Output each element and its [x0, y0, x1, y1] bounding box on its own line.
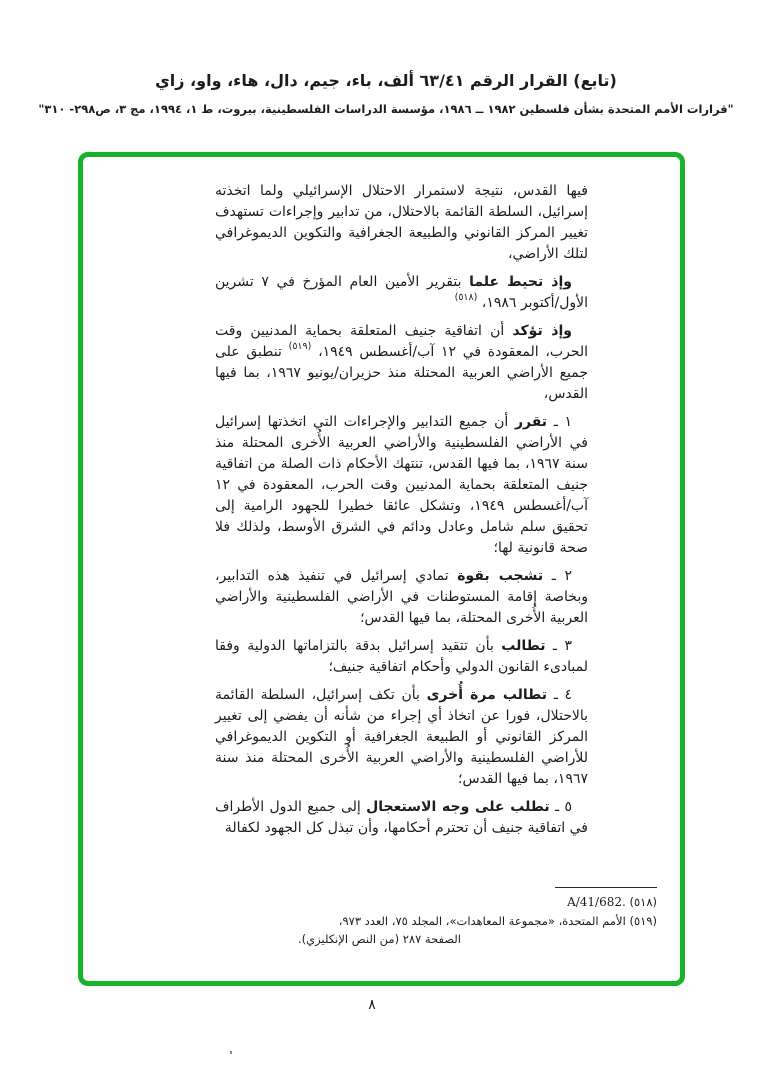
paragraph	[215, 636, 588, 678]
text-segment: ٤ ـ	[547, 687, 573, 703]
text-segment: بأن تتقيد إسرائيل بدقة بالتزاماتها الدولية وفقا لمبادىء القانون الدولي وأحكام اتفاقية جنيف؛	[215, 638, 588, 675]
source-citation: "قرارات الأمم المتحدة بشأن فلسطين ١٩٨٢ ــ ١٩٨٦، مؤسسة الدراسات الفلسطينية، بيروت، ط ١، ١٩٩٤، مج ٣، ص٢٩٨- ٣١٠"	[38, 102, 734, 116]
footnote-marker: (٥١٩)	[629, 913, 657, 928]
footnote-marker: (٥١٨)	[629, 895, 657, 909]
page-header	[0, 70, 772, 117]
paragraph	[215, 321, 588, 405]
paragraph	[215, 272, 588, 314]
paragraph	[215, 566, 588, 629]
text-segment: تقرر	[514, 414, 548, 430]
footnote-519-line1	[285, 912, 657, 931]
text-segment: أن اتفاقية جنيف المتعلقة بحماية المدنيين وقت الحرب، المعقودة في ١٢ آب/أغسطس ١٩٤٩،	[215, 323, 588, 360]
resolution-title: (تابع) القرار الرقم ٦٣/٤١ ألف، باء، جيم، دال، هاء، واو، زاي	[155, 71, 617, 90]
footnotes-block	[285, 887, 657, 949]
page-number: ٨	[368, 997, 376, 1013]
text-segment: ١ ـ	[547, 414, 572, 430]
paragraph	[215, 181, 588, 265]
footnote-separator	[555, 887, 657, 888]
footnote-519-line2: الصفحة ٢٨٧ (من النص الإنكليزي).	[298, 932, 461, 946]
text-segment: تمادي إسرائيل في تنفيذ هذه التدابير، وبخاصة إقامة المستوطنات في الأراضي الفلسطينية والأراضي العربية الأُخرى المحتلة، بما فيها القدس؛	[215, 568, 588, 626]
text-segment: ٣ ـ	[545, 638, 572, 654]
scan-speck	[230, 1051, 232, 1054]
text-segment: وإذ تؤكد	[512, 323, 572, 339]
text-segment: تنطبق على جميع الأراضي العربية المحتلة منذ حزيران/يونيو ١٩٦٧، بما فيها القدس،	[215, 344, 589, 402]
paragraph	[215, 797, 588, 839]
text-segment: بأن تكف إسرائيل، السلطة القائمة بالاحتلال، فورا عن اتخاذ أي إجراء من شأنه أن يفضي إلى تغيير المركز القانوني أو الطبيعة الجغرافية أو التكوين الديموغرافي للأراضي الفلسطينية والأراضي العربية الأُخرى المحتلة منذ سنة ١٩٦٧، بما فيها القدس؛	[215, 687, 588, 787]
text-segment: إلى جميع الدول الأطراف في اتفاقية جنيف أن تحترم أحكامها، وأن تبذل كل الجهود لكفالة	[215, 799, 588, 836]
footnote-518-reference: A/41/682.	[567, 895, 626, 909]
paragraph	[215, 412, 588, 559]
paragraph	[215, 685, 588, 790]
text-segment: فيها القدس، نتيجة لاستمرار الاحتلال الإسرائيلي ولما اتخذته إسرائيل، السلطة القائمة بالاحتلال، من تدابير وإجراءات تستهدف تغيير المركز القانوني والطبيعة الجغرافية والتكوين الديموغرافي لتلك الأراضي،	[215, 183, 588, 262]
green-highlight-box	[78, 152, 685, 986]
text-segment: بتقرير الأمين العام المؤرخ في ٧ تشرين الأول/أكتوبر ١٩٨٦،	[215, 274, 588, 311]
footnote-519-text: الأمم المتحدة، «مجموعة المعاهدات»، المجلد ٧٥، العدد ٩٧٣،	[338, 913, 626, 928]
text-segment: تشجب بقوة	[457, 568, 544, 584]
text-segment: تطلب على وجه الاستعجال	[366, 799, 550, 815]
footnote-ref: (٥١٩)	[288, 341, 312, 353]
text-segment: أن جميع التدابير والإجراءات التي اتخذتها إسرائيل في الأراضي الفلسطينية والأراضي العربية الأُخرى المحتلة منذ سنة ١٩٦٧، بما فيها القدس، تنتهك الأحكام ذات الصلة من اتفاقية جنيف المتعلقة بحماية المدنيين وقت الحرب، المعقودة في ١٢ آب/أغسطس ١٩٤٩، وتشكل عائقا خطيرا للجهود الرامية إلى تحقيق سلم شامل وعادل ودائم في الشرق الأوسط، ولذلك فلا صحة قانونية لها؛	[215, 414, 588, 556]
footnote-ref: (٥١٨)	[454, 292, 478, 304]
body-paragraphs	[215, 181, 588, 846]
text-segment: ٢ ـ	[543, 568, 572, 584]
text-segment: وإذ تحيط علما	[469, 274, 572, 290]
text-segment: ٥ ـ	[549, 799, 572, 815]
text-segment: تطالب	[501, 638, 546, 654]
footnote-518	[285, 893, 657, 912]
text-segment: تطالب مرة أُخرى	[426, 687, 548, 703]
